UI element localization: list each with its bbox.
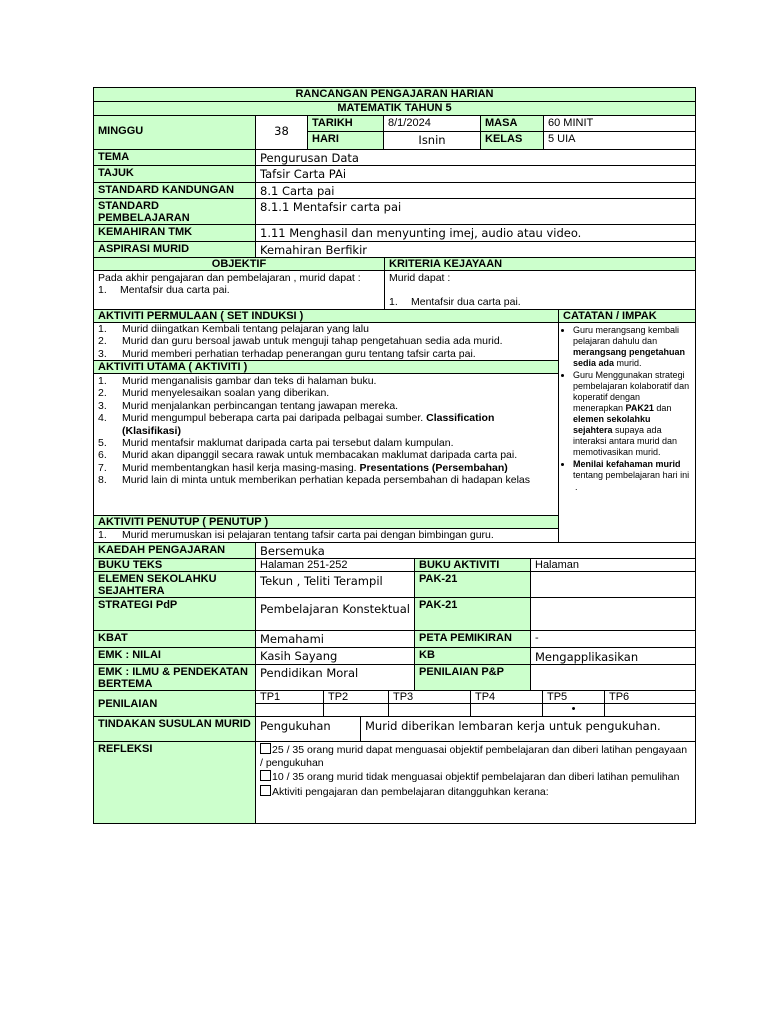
buku-teks-label: BUKU TEKS <box>94 559 256 572</box>
catatan-notes <box>562 325 692 481</box>
penutup-heading: AKTIVITI PENUTUP ( PENUTUP ) <box>94 516 559 529</box>
kb-label: KB <box>415 648 531 665</box>
tarikh-value: 8/1/2024 <box>384 116 481 132</box>
kriteria-item: 1. Mentafsir dua carta pai. <box>389 296 521 308</box>
permulaan-cell <box>94 323 559 361</box>
penilaian-pp-value <box>531 665 696 691</box>
list-item: 2. Murid menyelesaikan soalan yang diberikan. <box>98 387 330 400</box>
checkbox-icon[interactable] <box>260 743 271 754</box>
utama-cell <box>94 374 559 516</box>
tp3-mark[interactable] <box>389 704 471 717</box>
hari-value: Isnin <box>384 132 481 150</box>
emk-nilai-label: EMK : NILAI <box>94 648 256 665</box>
permulaan-heading: AKTIVITI PERMULAAN ( SET INDUKSI ) <box>94 310 559 323</box>
list-item: 3. Murid memberi perhatian terhadap penerangan guru tentang tafsir carta pai. <box>98 347 476 360</box>
checkbox-icon[interactable] <box>260 785 271 796</box>
kriteria-cell <box>385 271 696 310</box>
emk-nilai-value: Kasih Sayang <box>256 648 415 665</box>
buku-aktiviti-value: Halaman <box>531 559 696 572</box>
kbat-value: Memahami <box>256 631 415 648</box>
tp4-label: TP4 <box>471 691 543 704</box>
standard-kandungan-label: STANDARD KANDUNGAN <box>94 183 256 199</box>
list-item: • Guru merangsang kembali pelajaran dahulu dan merangsang pengetahuan sedia ada murid. <box>573 325 692 369</box>
plan-title: RANCANGAN PENGAJARAN HARIAN <box>94 88 696 102</box>
utama-heading: AKTIVITI UTAMA ( AKTIVITI ) <box>94 361 559 374</box>
objektif-cell <box>94 271 385 310</box>
checkbox-icon[interactable] <box>260 770 271 781</box>
pak21-value-2 <box>531 598 696 631</box>
tindakan-value: Murid diberikan lembaran kerja untuk pengukuhan. <box>361 717 696 742</box>
list-item: 8. Murid lain di minta untuk memberikan perhatian kepada persembahan di hadapan kelas <box>98 474 530 487</box>
tajuk-label: TAJUK <box>94 166 256 183</box>
peta-pemikiran-value: - <box>531 631 696 648</box>
list-item: 1. Murid merumuskan isi pelajaran tentang tafsir carta pai dengan bimbingan guru. <box>98 529 494 541</box>
lesson-plan-table <box>93 87 696 824</box>
buku-aktiviti-label: BUKU AKTIVITI <box>415 559 531 572</box>
penilaian-label: PENILAIAN <box>94 691 256 717</box>
hari-label: HARI <box>308 132 384 150</box>
masa-value: 60 MINIT <box>544 116 696 132</box>
tp1-mark[interactable] <box>256 704 324 717</box>
list-item: 1. Murid menganalisis gambar dan teks di halaman buku. <box>98 375 377 387</box>
catatan-heading: CATATAN / IMPAK <box>559 310 696 323</box>
plan-subtitle: MATEMATIK TAHUN 5 <box>94 102 696 116</box>
tarikh-label: TARIKH <box>308 116 384 132</box>
strategi-value: Pembelajaran Konstektual <box>256 598 415 631</box>
refleksi-line-2: 10 / 35 orang murid tidak menguasai objektif pembelajaran dan diberi latihan pemulihan <box>260 770 691 784</box>
emk-ilmu-value: Pendidikan Moral <box>256 665 415 691</box>
list-item: 1. Murid diingatkan Kembali tentang pelajaran yang lalu <box>98 323 369 335</box>
kbat-label: KBAT <box>94 631 256 648</box>
penilaian-pp-label: PENILAIAN P&P <box>415 665 531 691</box>
tp6-mark[interactable] <box>605 704 696 717</box>
masa-label: MASA <box>481 116 544 132</box>
list-item: • Menilai kefahaman murid tentang pembelajaran hari ini <box>573 459 692 481</box>
minggu-value: 38 <box>256 116 308 150</box>
strategi-label: STRATEGI PdP <box>94 598 256 631</box>
list-item: 4. Murid mengumpul beberapa carta pai daripada pelbagai sumber. Classification (Klasifikasi) <box>98 412 495 437</box>
kemahiran-tmk-label: KEMAHIRAN TMK <box>94 225 256 242</box>
list-item: • Guru Menggunakan strategi pembelajaran kolaboratif dan koperatif dengan menerapkan PAK21 dan elemen sekolahku sejahtera supaya ada interaksi antara murid dan memotivasikan murid. <box>573 370 692 458</box>
kriteria-heading: KRITERIA KEJAYAAN <box>385 258 696 271</box>
refleksi-line-3: Aktiviti pengajaran dan pembelajaran ditangguhkan kerana: <box>260 785 691 799</box>
tp5-label: TP5 <box>543 691 605 704</box>
catatan-cell <box>559 323 696 543</box>
kaedah-value: Bersemuka <box>256 543 696 559</box>
tema-value: Pengurusan Data <box>256 150 696 166</box>
penutup-cell <box>94 529 559 543</box>
tp2-mark[interactable] <box>324 704 389 717</box>
objektif-item: 1. Mentafsir dua carta pai. <box>98 284 230 296</box>
aspirasi-murid-label: ASPIRASI MURID <box>94 242 256 258</box>
tindakan-type: Pengukuhan <box>256 717 361 742</box>
tajuk-value: Tafsir Carta PAi <box>256 166 696 183</box>
emk-ilmu-label: EMK : ILMU & PENDEKATAN BERTEMA <box>94 665 256 691</box>
penutup-list <box>96 529 558 541</box>
kaedah-label: KAEDAH PENGAJARAN <box>94 543 256 559</box>
kriteria-item-text: Mentafsir dua carta pai. <box>411 296 521 308</box>
list-item: 7. Murid membentangkan hasil kerja masing-masing. Presentations (Persembahan) <box>98 461 508 474</box>
tema-label: TEMA <box>94 150 256 166</box>
list-item: 6. Murid akan dipanggil secara rawak untuk membacakan maklumat daripada carta pai. <box>98 449 518 462</box>
standard-pembelajaran-value: 8.1.1 Mentafsir carta pai <box>256 199 696 225</box>
tp5-mark[interactable]: • <box>543 704 605 717</box>
permulaan-list <box>96 323 558 360</box>
pak21-label-1: PAK-21 <box>415 572 531 598</box>
buku-teks-value: Halaman 251-252 <box>256 559 415 572</box>
pak21-value-1 <box>531 572 696 598</box>
tindakan-label: TINDAKAN SUSULAN MURID <box>94 717 256 742</box>
minggu-label: MINGGU <box>94 116 256 150</box>
utama-list <box>96 375 552 487</box>
tp2-label: TP2 <box>324 691 389 704</box>
kelas-value: 5 UIA <box>544 132 696 150</box>
kb-value: Mengapplikasikan <box>531 648 696 665</box>
refleksi-line-1: 25 / 35 orang murid dapat menguasai objektif pembelajaran dan diberi latihan pengayaan / pengukuhan <box>260 744 688 769</box>
kelas-label: KELAS <box>481 132 544 150</box>
tp6-label: TP6 <box>605 691 696 704</box>
pak21-label-2: PAK-21 <box>415 598 531 631</box>
standard-kandungan-value: 8.1 Carta pai <box>256 183 696 199</box>
catatan-trailing: . <box>575 482 578 492</box>
peta-pemikiran-label: PETA PEMIKIRAN <box>415 631 531 648</box>
tp3-label: TP3 <box>389 691 471 704</box>
list-item: 3. Murid menjalankan perbincangan tentang jawapan mereka. <box>98 399 399 412</box>
tp1-label: TP1 <box>256 691 324 704</box>
objektif-heading: OBJEKTIF <box>94 258 385 271</box>
refleksi-cell <box>256 742 696 824</box>
refleksi-label: REFLEKSI <box>94 742 256 824</box>
objektif-intro: Pada akhir pengajaran dan pembelajaran , murid dapat : <box>98 272 361 284</box>
elemen-label: ELEMEN SEKOLAHKU SEJAHTERA <box>94 572 256 598</box>
aspirasi-murid-value: Kemahiran Berfikir <box>256 242 696 258</box>
list-item: 2. Murid dan guru bersoal jawab untuk menguji tahap pengetahuan sedia ada murid. <box>98 335 503 348</box>
objektif-item-text: Mentafsir dua carta pai. <box>120 284 230 296</box>
kemahiran-tmk-value: 1.11 Menghasil dan menyunting imej, audio atau video. <box>256 225 696 242</box>
list-item: 5. Murid mentafsir maklumat daripada carta pai tersebut dalam kumpulan. <box>98 437 454 450</box>
elemen-value: Tekun , Teliti Terampil <box>256 572 415 598</box>
standard-pembelajaran-label: STANDARD PEMBELAJARAN <box>94 199 256 225</box>
kriteria-intro: Murid dapat : <box>389 272 451 284</box>
tp4-mark[interactable] <box>471 704 543 717</box>
